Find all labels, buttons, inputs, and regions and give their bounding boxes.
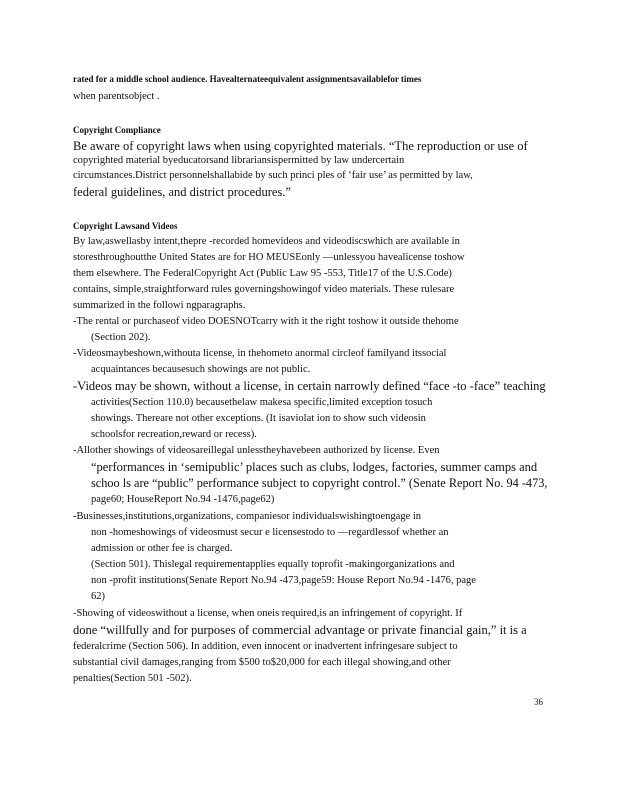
section-heading-copyright-compliance: Copyright Compliance <box>73 125 161 135</box>
bullet-line: -Videos may be shown, without a license, in certain narrowly defined “face -to -face” teaching <box>73 379 546 393</box>
intro-line-2: when parentsobject . <box>73 91 160 102</box>
bullet-line: substantial civil damages,ranging from $500 to$20,000 for each illegal showing,and other <box>73 657 451 668</box>
bullet-line: non -homeshowings of videosmust secur e licensestodo to —regardlessof whether an <box>91 527 449 538</box>
compliance-line: federal guidelines, and district procedures.” <box>73 185 291 199</box>
bullet-line: federalcrime (Section 506). In addition, even innocent or inadvertent infringesare subject to <box>73 641 458 652</box>
bullet-line: admission or other fee is charged. <box>91 543 233 554</box>
bullet-line: 62) <box>91 591 105 602</box>
page-number: 36 <box>534 697 543 707</box>
laws-line: By law,aswellasby intent,thepre -recorded homevideos and videodiscswhich are available in <box>73 236 460 247</box>
bullet-line: showings. Thereare not other exceptions. (It isaviolat ion to show such videosin <box>91 413 426 424</box>
bullet-line: schoolsfor recreation,reward or recess). <box>91 429 257 440</box>
compliance-line: Be aware of copyright laws when using copyrighted materials. “The reproduction or use of <box>73 139 528 153</box>
laws-line: storesthroughoutthe United States are for HO MEUSEonly —unlessyou havealicense toshow <box>73 252 465 263</box>
bullet-line: -Businesses,institutions,organizations, companiesor individualswishingtoengage in <box>73 511 422 522</box>
bullet-line: done “willfully and for purposes of commercial advantage or private financial gain,” it is a <box>73 623 527 637</box>
bullet-line: -Showing of videoswithout a license, when oneis required,is an infringement of copyright. If <box>73 608 463 619</box>
section-heading-copyright-laws: Copyright Lawsand Videos <box>73 221 178 231</box>
bullet-line: -Allother showings of videosareillegal unlesstheyhavebeen authorized by license. Even <box>73 445 440 456</box>
compliance-line: circumstances.District personnelshallabide by such princi ples of ‘fair use’ as permitted by law, <box>73 170 473 181</box>
intro-line-1: rated for a middle school audience. Havealternateequivalent assignmentsavailablefor times <box>73 74 422 84</box>
bullet-line: penalties(Section 501 -502). <box>73 673 192 684</box>
bullet-line: “performances in ‘semipublic’ places such as clubs, lodges, factories, summer camps and <box>91 460 538 474</box>
bullet-line: non -profit institutions(Senate Report No.94 -473,page59: House Report No.94 -1476, page <box>91 575 476 586</box>
bullet-line: -The rental or purchaseof video DOESNOTcarry with it the right toshow it outside thehome <box>73 316 459 327</box>
bullet-line: (Section 202). <box>91 332 151 343</box>
bullet-line: activities(Section 110.0) becausethelaw makesa specific,limited exception tosuch <box>91 397 433 408</box>
laws-line: them elsewhere. The FederalCopyright Act (Public Law 95 -553, Title17 of the U.S.Code) <box>73 268 452 279</box>
bullet-line: -Videosmaybeshown,withouta license, in thehometo anormal circleof familyand itssocial <box>73 348 447 359</box>
laws-line: summarized in the followi ngparagraphs. <box>73 300 246 311</box>
bullet-line: page60; HouseReport No.94 -1476,page62) <box>91 494 275 505</box>
bullet-line: schoo ls are “public” performance subject to copyright control.” (Senate Report No. 94 -473, <box>91 476 548 490</box>
compliance-line: copyrighted material byeducatorsand librariansispermitted by law undercertain <box>73 155 405 166</box>
bullet-line: (Section 501). Thislegal requirementapplies equally toprofit -makingorganizations and <box>91 559 455 570</box>
laws-line: contains, simple,straightforward rules governingshowingof video materials. These rulesare <box>73 284 455 295</box>
bullet-line: acquaintances becausesuch showings are not public. <box>91 364 311 375</box>
